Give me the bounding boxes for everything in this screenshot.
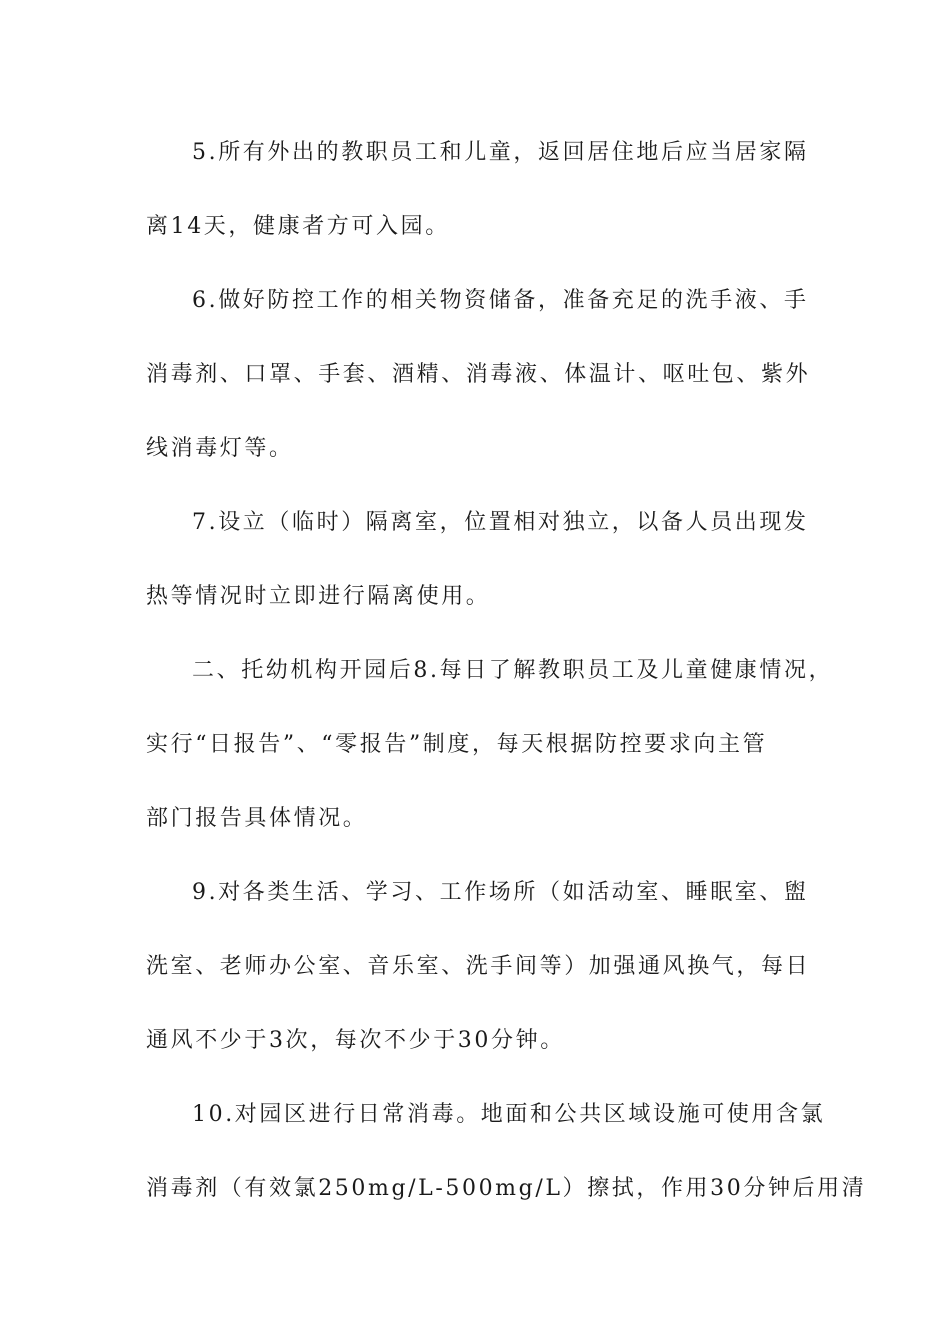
paragraph-6-line-1: 6.做好防控工作的相关物资储备，准备充足的洗手液、手 — [192, 288, 809, 313]
paragraph-8-line-1: 二、托幼机构开园后8.每日了解教职员工及儿童健康情况， — [192, 658, 834, 683]
paragraph-5-line-1: 5.所有外出的教职员工和儿童，返回居住地后应当居家隔 — [192, 140, 809, 165]
paragraph-7-line-2: 热等情况时立即进行隔离使用。 — [146, 584, 491, 609]
paragraph-8-line-3: 部门报告具体情况。 — [146, 806, 368, 831]
paragraph-6-line-3: 线消毒灯等。 — [146, 436, 294, 461]
paragraph-9-line-3: 通风不少于3次，每次不少于30分钟。 — [146, 1028, 565, 1053]
paragraph-10-line-2: 消毒剂（有效氯250mg/L-500mg/L）擦拭，作用30分钟后用清 — [146, 1176, 867, 1201]
paragraph-9-line-1: 9.对各类生活、学习、工作场所（如活动室、睡眠室、盥 — [192, 880, 809, 905]
paragraph-9-line-2: 洗室、老师办公室、音乐室、洗手间等）加强通风换气，每日 — [146, 954, 811, 979]
paragraph-6-line-2: 消毒剂、口罩、手套、酒精、消毒液、体温计、呕吐包、紫外 — [146, 362, 811, 387]
paragraph-5-line-2: 离14天，健康者方可入园。 — [146, 214, 450, 239]
paragraph-10-line-1: 10.对园区进行日常消毒。地面和公共区域设施可使用含氯 — [192, 1102, 826, 1127]
paragraph-8-line-2: 实行“日报告”、“零报告”制度，每天根据防控要求向主管 — [146, 732, 768, 757]
paragraph-7-line-1: 7.设立（临时）隔离室，位置相对独立，以备人员出现发 — [192, 510, 809, 535]
